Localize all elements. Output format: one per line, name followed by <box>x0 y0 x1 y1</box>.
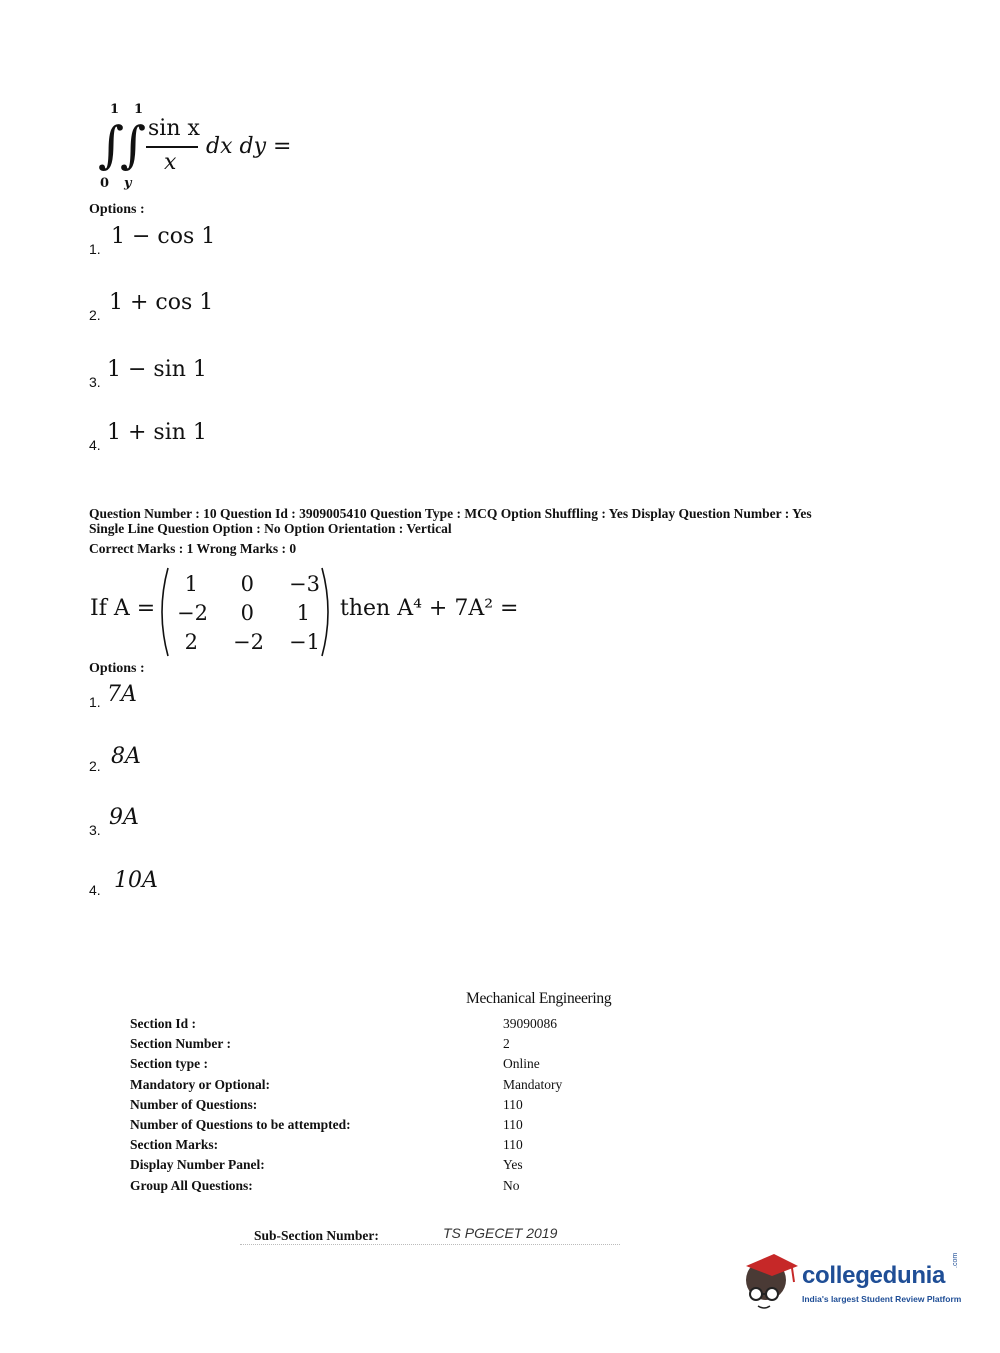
row-value: Yes <box>503 1157 523 1173</box>
row-label: Section Id : <box>130 1016 197 1031</box>
section-row <box>130 1016 630 1036</box>
q1-options-label: Options : <box>89 202 145 217</box>
section-row <box>130 1117 630 1137</box>
integrand-numerator: sin x <box>148 116 200 141</box>
option-value: 8A <box>111 744 141 769</box>
q2-options-label: Options : <box>89 661 145 676</box>
row-value: No <box>503 1177 520 1193</box>
option-value: 7A <box>107 682 137 707</box>
lower-limit-inner: y <box>124 176 132 191</box>
section-row <box>130 1036 630 1056</box>
row-label: Display Number Panel: <box>130 1157 265 1173</box>
subsection-label: Sub-Section Number: <box>254 1228 379 1243</box>
section-info-table <box>130 1016 630 1198</box>
option-number: 3. <box>89 822 101 838</box>
row-label: Mandatory or Optional: <box>130 1076 271 1092</box>
brand-suffix: .com <box>952 1252 959 1268</box>
upper-limit-inner: 1 <box>134 102 144 117</box>
right-paren-icon <box>320 566 336 658</box>
q2-meta-line-1: Question Number : 10 Question Id : 3909005410 Question Type : MCQ Option Shuffling : Yes Display Question Number : Yes <box>89 506 812 521</box>
option-value: 1 + sin 1 <box>107 420 207 445</box>
matrix-cell: 0 <box>240 572 254 596</box>
question-1 <box>90 98 390 198</box>
row-value: 110 <box>503 1116 523 1132</box>
row-label: Group All Questions: <box>130 1177 253 1193</box>
option-number: 2. <box>89 758 101 774</box>
option-number: 2. <box>89 307 101 323</box>
matrix-cell: −3 <box>289 572 320 596</box>
integrand-denominator: x <box>164 150 177 175</box>
option-value: 9A <box>109 805 139 830</box>
matrix-cell: −2 <box>177 601 208 625</box>
integral-sign-inner: ∫ <box>120 116 147 174</box>
option-number: 1. <box>89 241 101 257</box>
collegedunia-logo[interactable] <box>740 1248 970 1318</box>
matrix-cell: 2 <box>184 630 198 654</box>
section-row <box>130 1097 630 1117</box>
faint-rule <box>240 1244 620 1246</box>
matrix-cell: −2 <box>233 630 264 654</box>
row-value: Mandatory <box>503 1076 563 1092</box>
option-number: 1. <box>89 694 101 710</box>
matrix-suffix: then A⁴ + 7A² = <box>340 596 519 621</box>
row-label: Number of Questions to be attempted: <box>130 1116 351 1132</box>
option-value: 1 − sin 1 <box>107 357 207 382</box>
brand-tagline: India's largest Student Review Platform <box>802 1294 962 1304</box>
matrix-cell: 1 <box>184 572 198 596</box>
option-number: 4. <box>89 882 101 898</box>
section-title: Mechanical Engineering <box>466 990 612 1007</box>
question-2 <box>90 566 530 660</box>
matrix-cell: 0 <box>240 601 254 625</box>
graduate-cap-icon <box>740 1248 800 1314</box>
section-row <box>130 1056 630 1076</box>
matrix-cell: −1 <box>289 630 320 654</box>
exam-name: TS PGECET 2019 <box>443 1225 558 1241</box>
q2-meta-line-2: Single Line Question Option : No Option Orientation : Vertical <box>89 521 452 536</box>
integral-tail: dx dy = <box>206 134 292 159</box>
matrix-prefix: If A = <box>90 596 156 621</box>
row-value: 2 <box>503 1036 510 1052</box>
section-row <box>130 1137 630 1157</box>
row-label: Section Number : <box>130 1036 231 1052</box>
row-label: Section Marks: <box>130 1137 219 1153</box>
option-number: 4. <box>89 437 101 453</box>
integral-sign-outer: ∫ <box>98 116 125 174</box>
option-value: 1 + cos 1 <box>109 290 214 315</box>
row-value: 39090086 <box>503 1016 557 1031</box>
row-label: Number of Questions: <box>130 1096 258 1112</box>
upper-limit-outer: 1 <box>110 102 120 117</box>
matrix-cell: 1 <box>296 601 310 625</box>
row-label: Section type : <box>130 1056 208 1072</box>
option-value: 1 − cos 1 <box>111 224 216 249</box>
option-value: 10A <box>114 868 158 893</box>
q2-meta-line-3: Correct Marks : 1 Wrong Marks : 0 <box>89 541 297 556</box>
section-row <box>130 1077 630 1097</box>
row-value: Online <box>503 1056 540 1072</box>
fraction-bar <box>146 146 198 148</box>
row-value: 110 <box>503 1096 523 1112</box>
section-row <box>130 1157 630 1177</box>
lower-limit-outer: 0 <box>100 176 110 191</box>
row-value: 110 <box>503 1137 523 1153</box>
option-number: 3. <box>89 374 101 390</box>
section-row <box>130 1178 630 1198</box>
brand-name: collegedunia <box>802 1262 946 1289</box>
